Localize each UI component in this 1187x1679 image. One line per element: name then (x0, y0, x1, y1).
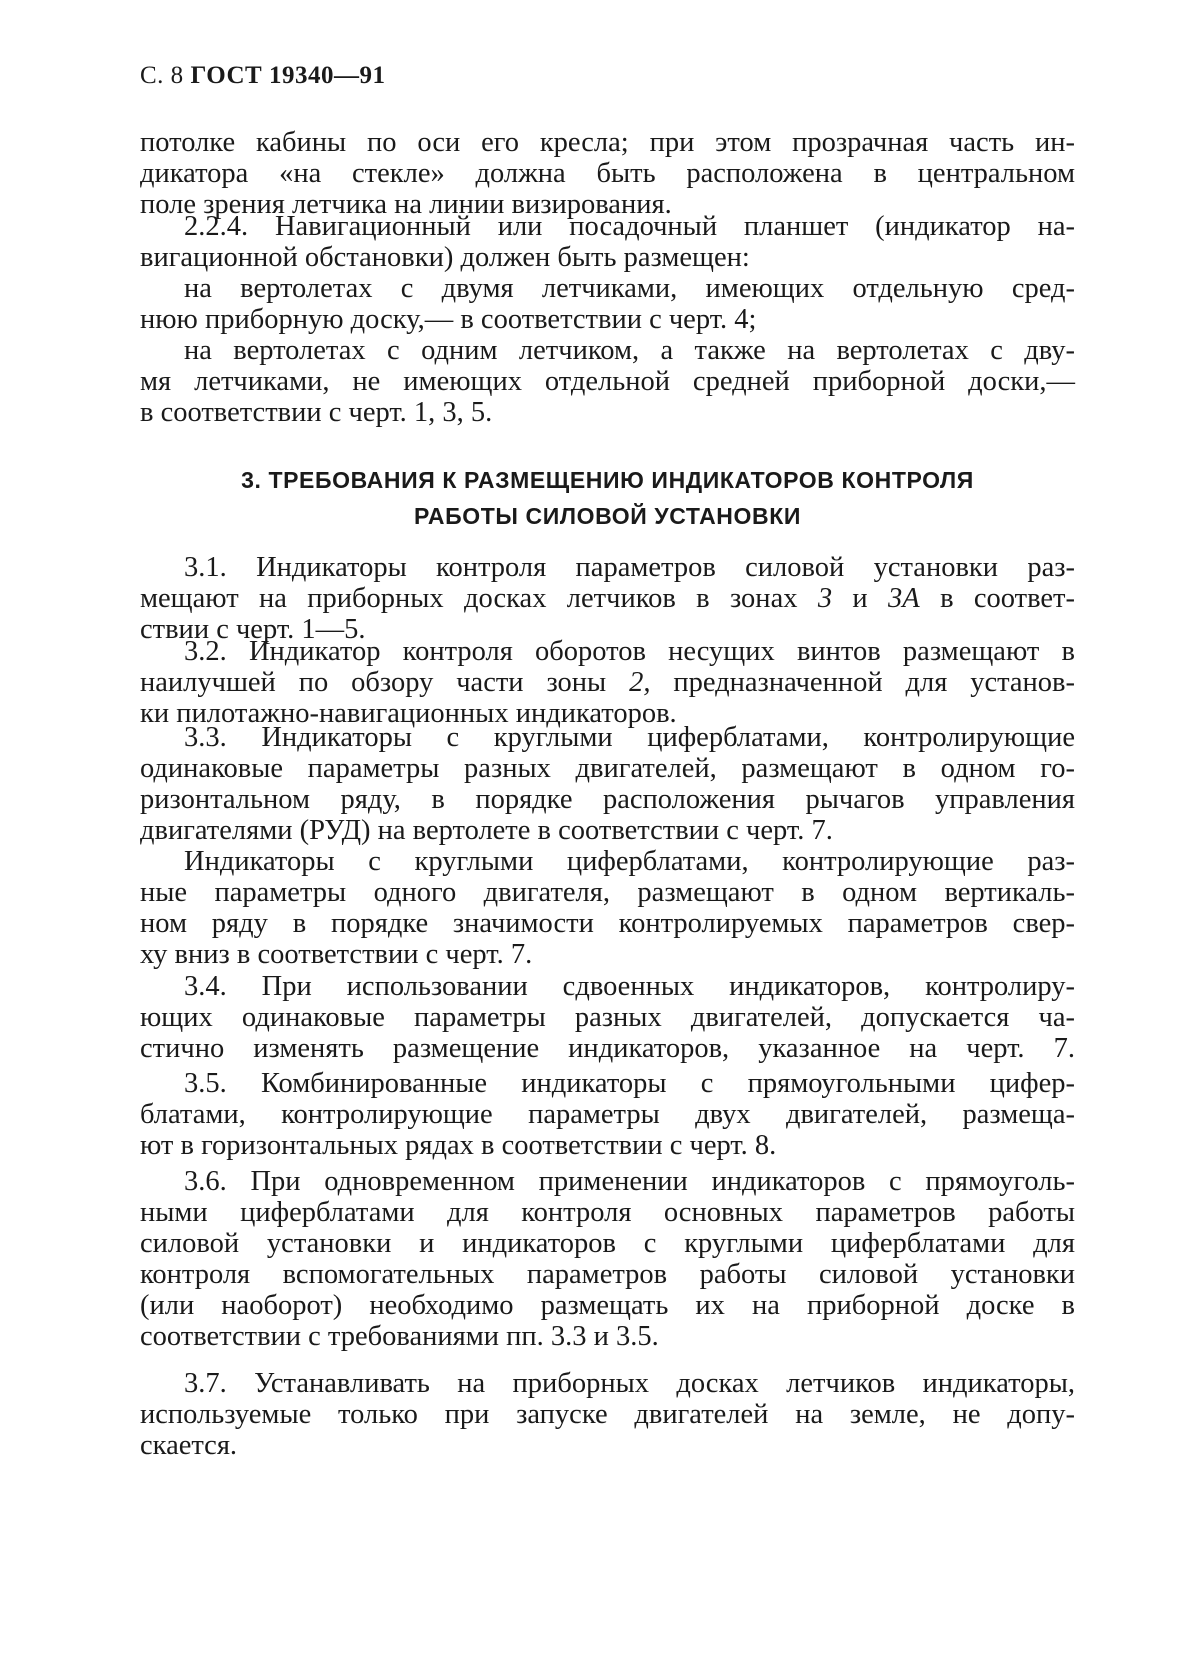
text-line: ствии с черт. 1—5. (140, 614, 366, 645)
paragraph-3-3 (140, 722, 1075, 970)
text-line: стично изменять размещение индикаторов, указанное на черт. 7. (140, 1033, 1075, 1064)
text-line: мя летчиками, не имеющих отдельной средней приборной доски,— (140, 366, 1075, 397)
text-line: 3.1. Индикаторы контроля параметров силовой установки раз- (184, 552, 1075, 583)
section-title-line: РАБОТЫ СИЛОВОЙ УСТАНОВКИ (414, 503, 801, 529)
text-line: соответствии с требованиями пп. 3.3 и 3.5. (140, 1321, 659, 1352)
text-line: мещают на приборных досках летчиков в зонах 3 и 3А в соответ- (140, 583, 1075, 614)
text-line: 3.6. При одновременном применении индикаторов с прямоуголь- (184, 1166, 1075, 1197)
text-line: 3.5. Комбинированные индикаторы с прямоугольными цифер- (184, 1068, 1075, 1099)
text-line: скается. (140, 1430, 238, 1461)
text-line: наилучшей по обзору части зоны 2, предназначенной для установ- (140, 667, 1075, 698)
paragraph-3-2 (140, 636, 1075, 729)
text-line: ют в горизонтальных рядах в соответствии с черт. 8. (140, 1130, 777, 1161)
text-line: ные параметры одного двигателя, размещают в одном вертикаль- (140, 877, 1075, 908)
standard-designation: ГОСТ 19340—91 (190, 62, 386, 89)
paragraph-2-2-4 (140, 211, 1075, 428)
text-line: ющих одинаковые параметры разных двигателей, допускается ча- (140, 1002, 1075, 1033)
text-line: (или наоборот) необходимо размещать их на приборной доске в (140, 1290, 1075, 1321)
text-line: потолке кабины по оси его кресла; при этом прозрачная часть ин- (140, 127, 1075, 158)
paragraph-3-7 (140, 1368, 1075, 1461)
text-line: на вертолетах с одним летчиком, а также на вертолетах с дву- (184, 335, 1075, 366)
text-line: ху вниз в соответствии с черт. 7. (140, 939, 533, 970)
text-line: на вертолетах с двумя летчиками, имеющих отдельную сред- (184, 273, 1075, 304)
text-line: силовой установки и индикаторов с круглыми циферблатами для (140, 1228, 1075, 1259)
text-line: 3.7. Устанавливать на приборных досках летчиков индикаторы, (184, 1368, 1075, 1399)
section-title-line: 3. ТРЕБОВАНИЯ К РАЗМЕЩЕНИЮ ИНДИКАТОРОВ КОНТРОЛЯ (241, 467, 974, 493)
text-line: 2.2.4. Навигационный или посадочный планшет (индикатор на- (184, 211, 1075, 242)
paragraph-3-1 (140, 552, 1075, 645)
text-line: блатами, контролирующие параметры двух двигателей, размеща- (140, 1099, 1075, 1130)
text-line: ном ряду в порядке значимости контролируемых параметров свер- (140, 908, 1075, 939)
page-header (140, 62, 385, 90)
text-line: 3.2. Индикатор контроля оборотов несущих винтов размещают в (184, 636, 1075, 667)
text-line: 3.3. Индикаторы с круглыми циферблатами, контролирующие (184, 722, 1075, 753)
text-line: нюю приборную доску,— в соответствии с черт. 4; (140, 304, 757, 335)
intro-paragraph (140, 127, 1075, 220)
text-line: ными циферблатами для контроля основных параметров работы (140, 1197, 1075, 1228)
text-line: ки пилотажно-навигационных индикаторов. (140, 698, 677, 729)
text-line: одинаковые параметры разных двигателей, размещают в одном го- (140, 753, 1075, 784)
text-line: в соответствии с черт. 1, 3, 5. (140, 397, 493, 428)
text-line: вигационной обстановки) должен быть размещен: (140, 242, 750, 273)
text-line: используемые только при запуске двигателей на земле, не допу- (140, 1399, 1075, 1430)
text-line: контроля вспомогательных параметров работы силовой установки (140, 1259, 1075, 1290)
text-line: поле зрения летчика на линии визирования. (140, 189, 672, 220)
paragraph-3-5 (140, 1068, 1075, 1161)
text-line: 3.4. При использовании сдвоенных индикаторов, контролиру- (184, 971, 1075, 1002)
paragraph-3-4 (140, 971, 1075, 1064)
text-line: двигателями (РУД) на вертолете в соответствии с черт. 7. (140, 815, 833, 846)
text-line: дикатора «на стекле» должна быть расположена в центральном (140, 158, 1075, 189)
text-line: Индикаторы с круглыми циферблатами, контролирующие раз- (184, 846, 1075, 877)
section-3-title (140, 462, 1075, 534)
page-number: С. 8 (140, 62, 184, 89)
text-line: ризонтальном ряду, в порядке расположения рычагов управления (140, 784, 1075, 815)
paragraph-3-6 (140, 1166, 1075, 1352)
